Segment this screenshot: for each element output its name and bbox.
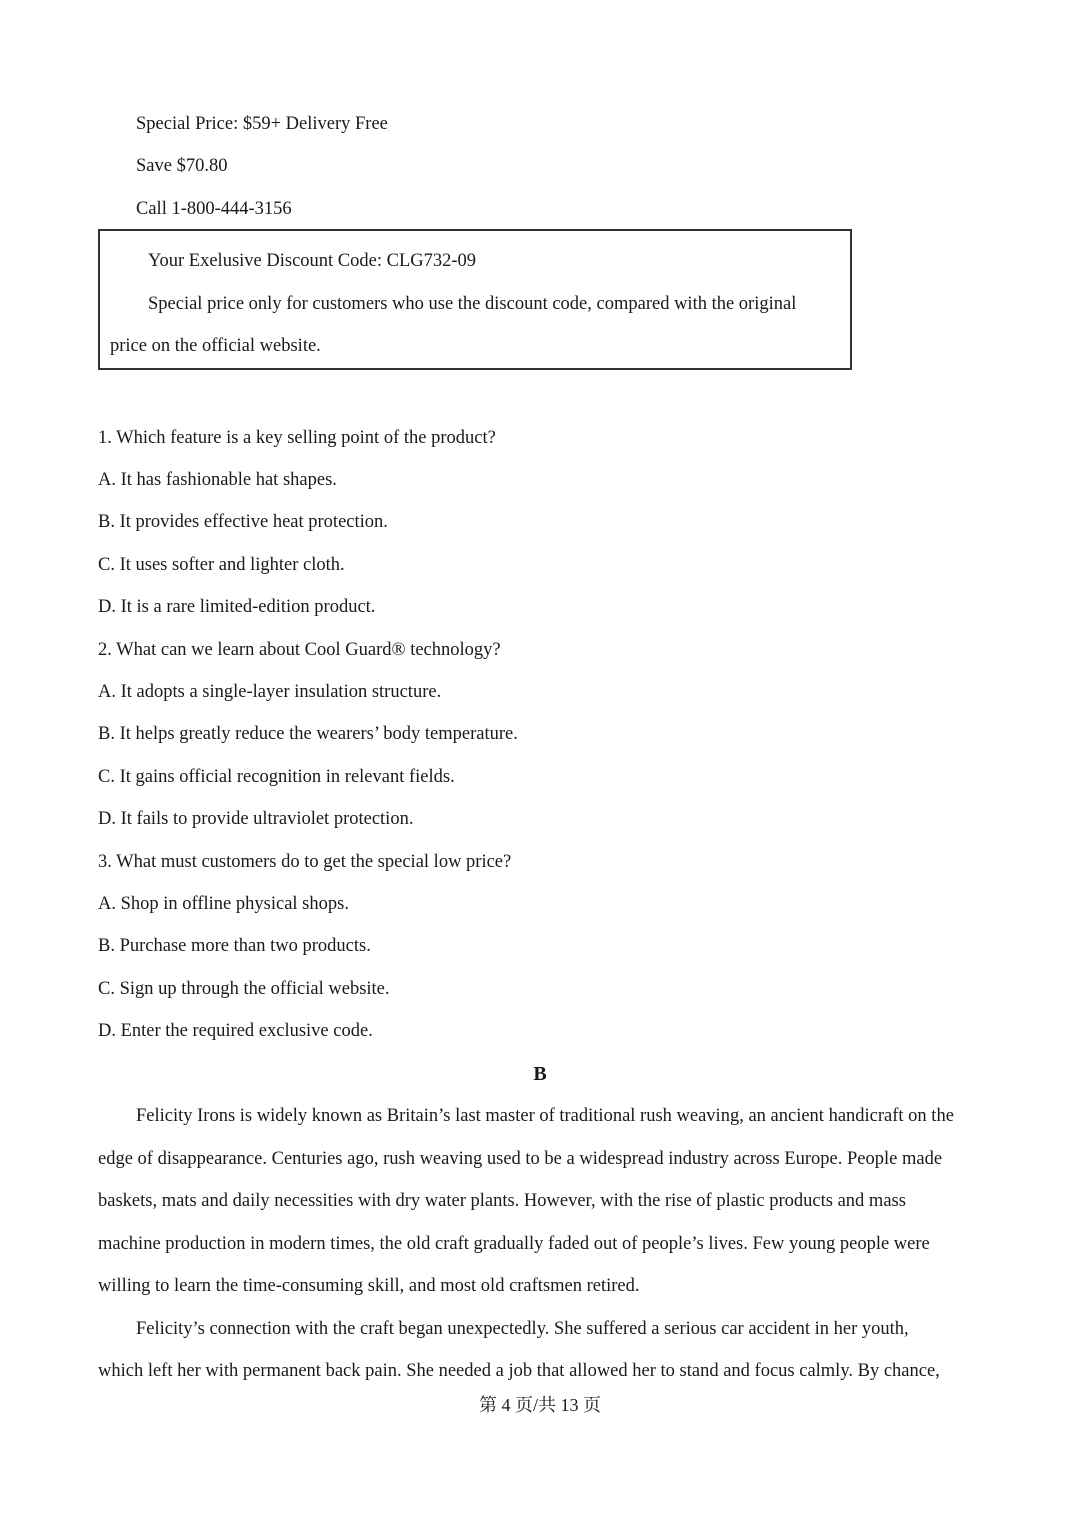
paragraph-line: willing to learn the time-consuming skill, and most old craftsmen retired. (98, 1276, 640, 1296)
question-3-option-d: D. Enter the required exclusive code. (98, 1021, 373, 1041)
question-2-option-b: B. It helps greatly reduce the wearers’ body temperature. (98, 724, 518, 744)
question-3-option-c: C. Sign up through the official website. (98, 979, 390, 999)
discount-note-line-2: price on the official website. (110, 336, 321, 356)
question-3-option-b: B. Purchase more than two products. (98, 936, 371, 956)
question-3-stem: 3. What must customers do to get the special low price? (98, 852, 512, 872)
question-1-option-b: B. It provides effective heat protection. (98, 512, 388, 532)
section-b-title: B (533, 1063, 547, 1085)
question-2-option-c: C. It gains official recognition in relevant fields. (98, 767, 455, 787)
phone-number-text: Call 1-800-444-3156 (136, 199, 292, 219)
question-2-option-d: D. It fails to provide ultraviolet protection. (98, 809, 414, 829)
discount-code-line: Your Exelusive Discount Code: CLG732-09 (148, 251, 477, 271)
special-price-text: Special Price: $59+ Delivery Free (136, 114, 388, 134)
save-amount-text: Save $70.80 (136, 156, 228, 176)
discount-note-line-1: Special price only for customers who use the discount code, compared with the original (148, 294, 797, 314)
paragraph-line: Felicity Irons is widely known as Britain’s last master of traditional rush weaving, an ancient handicraft on the (136, 1106, 954, 1126)
question-2-stem: 2. What can we learn about Cool Guard® technology? (98, 640, 501, 660)
question-1-stem: 1. Which feature is a key selling point of the product? (98, 428, 496, 448)
question-1-option-a: A. It has fashionable hat shapes. (98, 470, 337, 490)
question-3-option-a: A. Shop in offline physical shops. (98, 894, 349, 914)
discount-code-box (98, 229, 852, 370)
question-1-option-c: C. It uses softer and lighter cloth. (98, 555, 345, 575)
page-number-footer: 第 4 页/共 13 页 (478, 1395, 601, 1415)
paragraph-line: Felicity’s connection with the craft began unexpectedly. She suffered a serious car accident in her youth, (136, 1319, 909, 1339)
paragraph-line: edge of disappearance. Centuries ago, rush weaving used to be a widespread industry across Europe. People made (98, 1149, 943, 1169)
question-1-option-d: D. It is a rare limited-edition product. (98, 597, 376, 617)
question-2-option-a: A. It adopts a single-layer insulation structure. (98, 682, 442, 702)
paragraph-line: machine production in modern times, the old craft gradually faded out of people’s lives. Few young people were (98, 1234, 930, 1254)
paragraph-line: which left her with permanent back pain. She needed a job that allowed her to stand and focus calmly. By chance, (98, 1361, 940, 1381)
paragraph-line: baskets, mats and daily necessities with dry water plants. However, with the rise of plastic products and mass (98, 1191, 906, 1211)
